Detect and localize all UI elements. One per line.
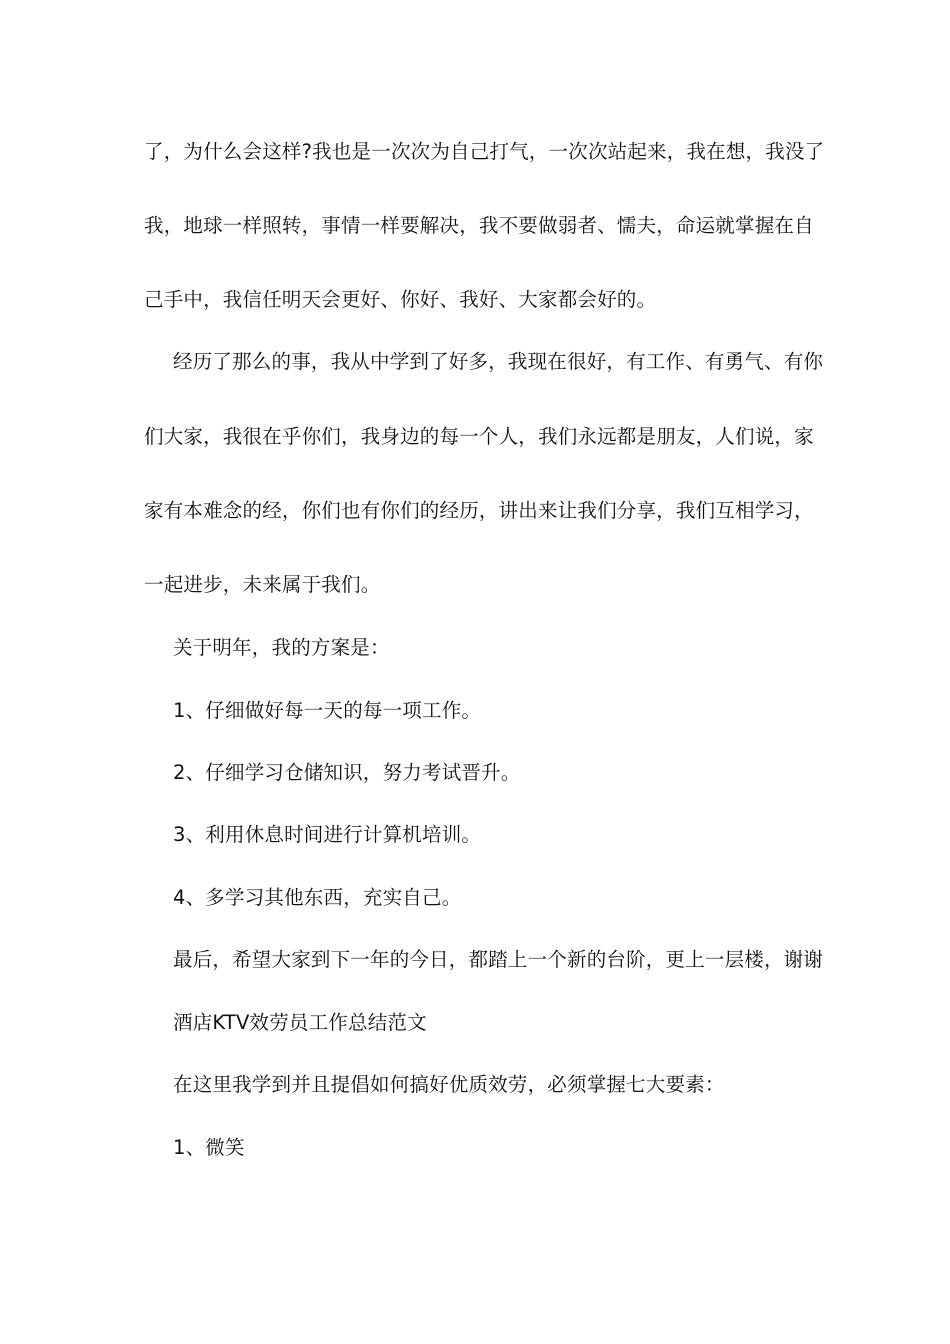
plan-item-1: 1、仔细做好每一天的每一项工作。 xyxy=(173,699,482,722)
paragraph-2-line-2: 们大家，我很在乎你们，我身边的每一个人，我们永远都是朋友，人们说，家 xyxy=(144,425,814,448)
section-title: 酒店KTV效劳员工作总结范文 xyxy=(173,1011,427,1034)
paragraph-1-line-3: 己手中，我信任明天会更好、你好、我好、大家都会好的。 xyxy=(144,288,657,311)
plan-item-3: 3、利用休息时间进行计算机培训。 xyxy=(173,823,482,846)
plan-item-4: 4、多学习其他东西，充实自己。 xyxy=(173,886,462,909)
paragraph-2-line-4: 一起进步，未来属于我们。 xyxy=(144,573,381,596)
paragraph-2-line-3: 家有本难念的经，你们也有你们的经历，讲出来让我们分享，我们互相学习， xyxy=(144,499,814,522)
paragraph-1-line-1: 了，为什么会这样?我也是一次次为自己打气，一次次站起来，我在想，我没了 xyxy=(144,140,825,163)
paragraph-2-line-1: 经历了那么的事，我从中学到了好多，我现在很好，有工作、有勇气、有你 xyxy=(173,350,824,373)
plan-intro: 关于明年，我的方案是： xyxy=(173,636,390,659)
closing-line: 最后，希望大家到下一年的今日，都踏上一个新的台阶，更上一层楼，谢谢 xyxy=(173,948,824,971)
section-intro: 在这里我学到并且提倡如何搞好优质效劳，必须掌握七大要素： xyxy=(173,1073,725,1096)
paragraph-1-line-2: 我，地球一样照转，事情一样要解决，我不要做弱者、懦夫，命运就掌握在自 xyxy=(144,214,814,237)
section-item-1: 1、微笑 xyxy=(173,1136,245,1159)
plan-item-2: 2、仔细学习仓储知识，努力考试晋升。 xyxy=(173,761,521,784)
